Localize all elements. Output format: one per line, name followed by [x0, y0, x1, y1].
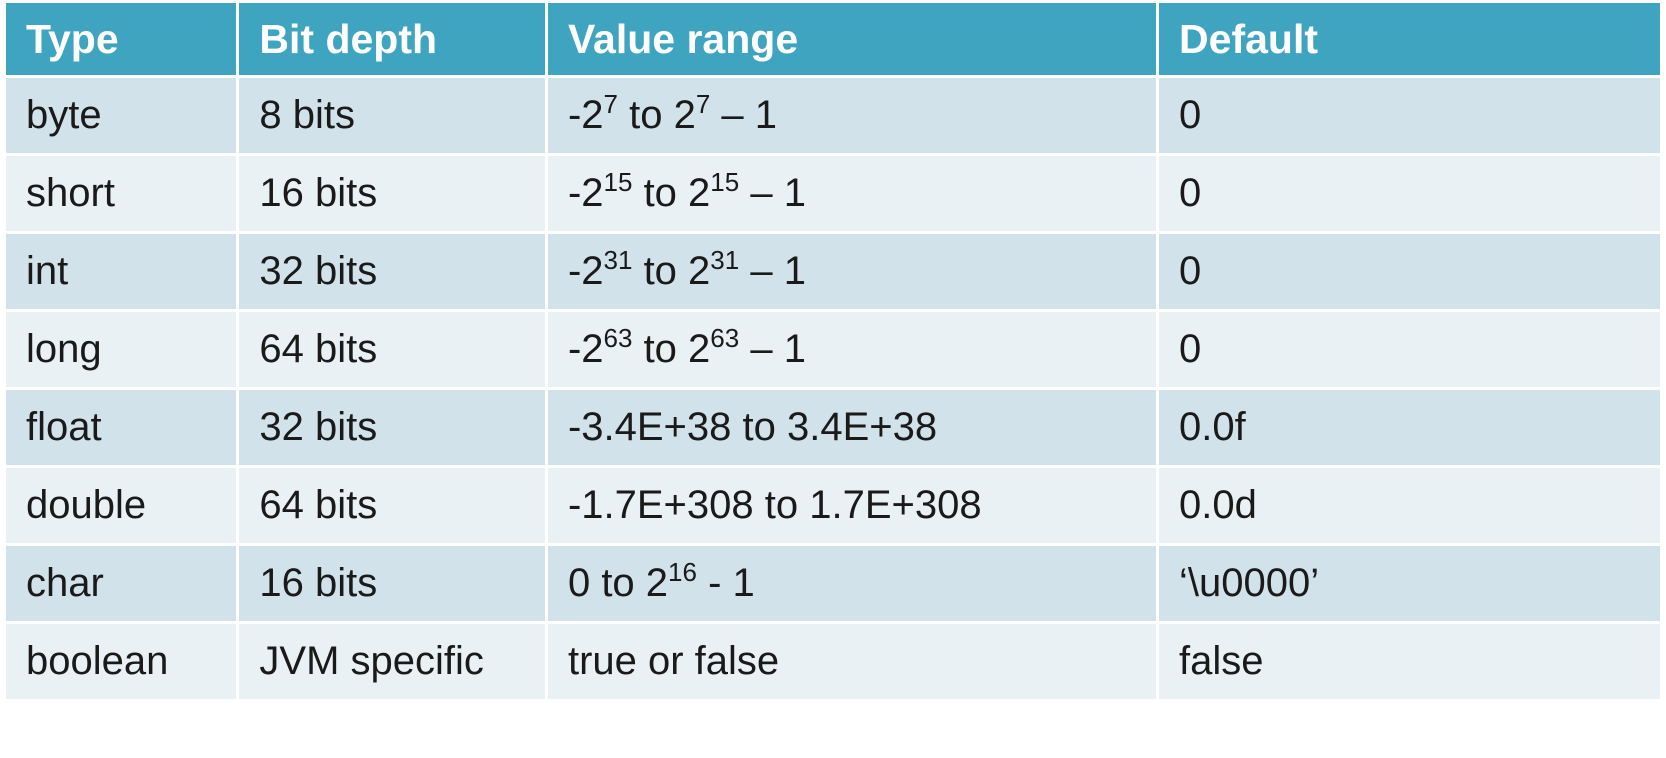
cell-default: ‘\u0000’	[1159, 546, 1660, 621]
cell-value-range	[548, 312, 1156, 387]
cell-bit-depth: 8 bits	[239, 78, 545, 153]
table-row	[6, 468, 1660, 543]
header-default: Default	[1159, 3, 1660, 75]
cell-default: 0.0d	[1159, 468, 1660, 543]
cell-value-range	[548, 624, 1156, 699]
range-text: to 2	[632, 327, 711, 371]
range-exponent: 15	[603, 167, 633, 197]
range-exponent: 15	[710, 167, 740, 197]
cell-default: false	[1159, 624, 1660, 699]
cell-value-range	[548, 390, 1156, 465]
range-text: – 1	[739, 327, 806, 371]
range-text: -3.4E+38 to 3.4E+38	[567, 405, 938, 449]
range-exponent: 7	[603, 89, 618, 119]
range-text: -2	[567, 93, 604, 137]
cell-value-range	[548, 468, 1156, 543]
cell-default: 0	[1159, 234, 1660, 309]
table-row	[6, 234, 1660, 309]
header-bit-depth: Bit depth	[239, 3, 545, 75]
cell-value-range	[548, 546, 1156, 621]
range-text: true or false	[567, 639, 780, 683]
cell-bit-depth: 32 bits	[239, 234, 545, 309]
cell-type: boolean	[6, 624, 236, 699]
header-row	[6, 3, 1660, 75]
table-row	[6, 546, 1660, 621]
cell-bit-depth: JVM specific	[239, 624, 545, 699]
range-text: -2	[567, 249, 604, 293]
range-text: -2	[567, 171, 604, 215]
range-exponent: 63	[710, 323, 740, 353]
range-text: – 1	[739, 249, 806, 293]
cell-type: char	[6, 546, 236, 621]
range-text: 0 to 2	[567, 561, 669, 605]
range-text: to 2	[632, 171, 711, 215]
table-row	[6, 156, 1660, 231]
primitive-types-table	[3, 0, 1663, 702]
cell-default: 0	[1159, 156, 1660, 231]
cell-bit-depth: 16 bits	[239, 546, 545, 621]
range-text: -1.7E+308 to 1.7E+308	[567, 483, 982, 527]
table-row	[6, 78, 1660, 153]
cell-type: short	[6, 156, 236, 231]
cell-value-range	[548, 234, 1156, 309]
cell-bit-depth: 64 bits	[239, 468, 545, 543]
cell-type: int	[6, 234, 236, 309]
cell-type: float	[6, 390, 236, 465]
cell-bit-depth: 32 bits	[239, 390, 545, 465]
header-value-range: Value range	[548, 3, 1156, 75]
range-text: - 1	[696, 561, 755, 605]
cell-default: 0	[1159, 78, 1660, 153]
header-type: Type	[6, 3, 236, 75]
cell-value-range	[548, 156, 1156, 231]
range-text: – 1	[710, 93, 778, 137]
cell-type: byte	[6, 78, 236, 153]
range-exponent: 31	[603, 245, 633, 275]
range-exponent: 7	[695, 89, 711, 119]
range-exponent: 31	[710, 245, 740, 275]
range-exponent: 16	[668, 557, 697, 587]
cell-bit-depth: 16 bits	[239, 156, 545, 231]
cell-type: long	[6, 312, 236, 387]
cell-default: 0.0f	[1159, 390, 1660, 465]
range-exponent: 63	[603, 323, 633, 353]
table-row	[6, 390, 1660, 465]
range-text: to 2	[618, 93, 696, 137]
range-text: to 2	[632, 249, 711, 293]
range-text: -2	[567, 327, 604, 371]
table-row	[6, 624, 1660, 699]
cell-bit-depth: 64 bits	[239, 312, 545, 387]
table-row	[6, 312, 1660, 387]
cell-type: double	[6, 468, 236, 543]
cell-value-range	[548, 78, 1156, 153]
cell-default: 0	[1159, 312, 1660, 387]
range-text: – 1	[739, 171, 806, 215]
